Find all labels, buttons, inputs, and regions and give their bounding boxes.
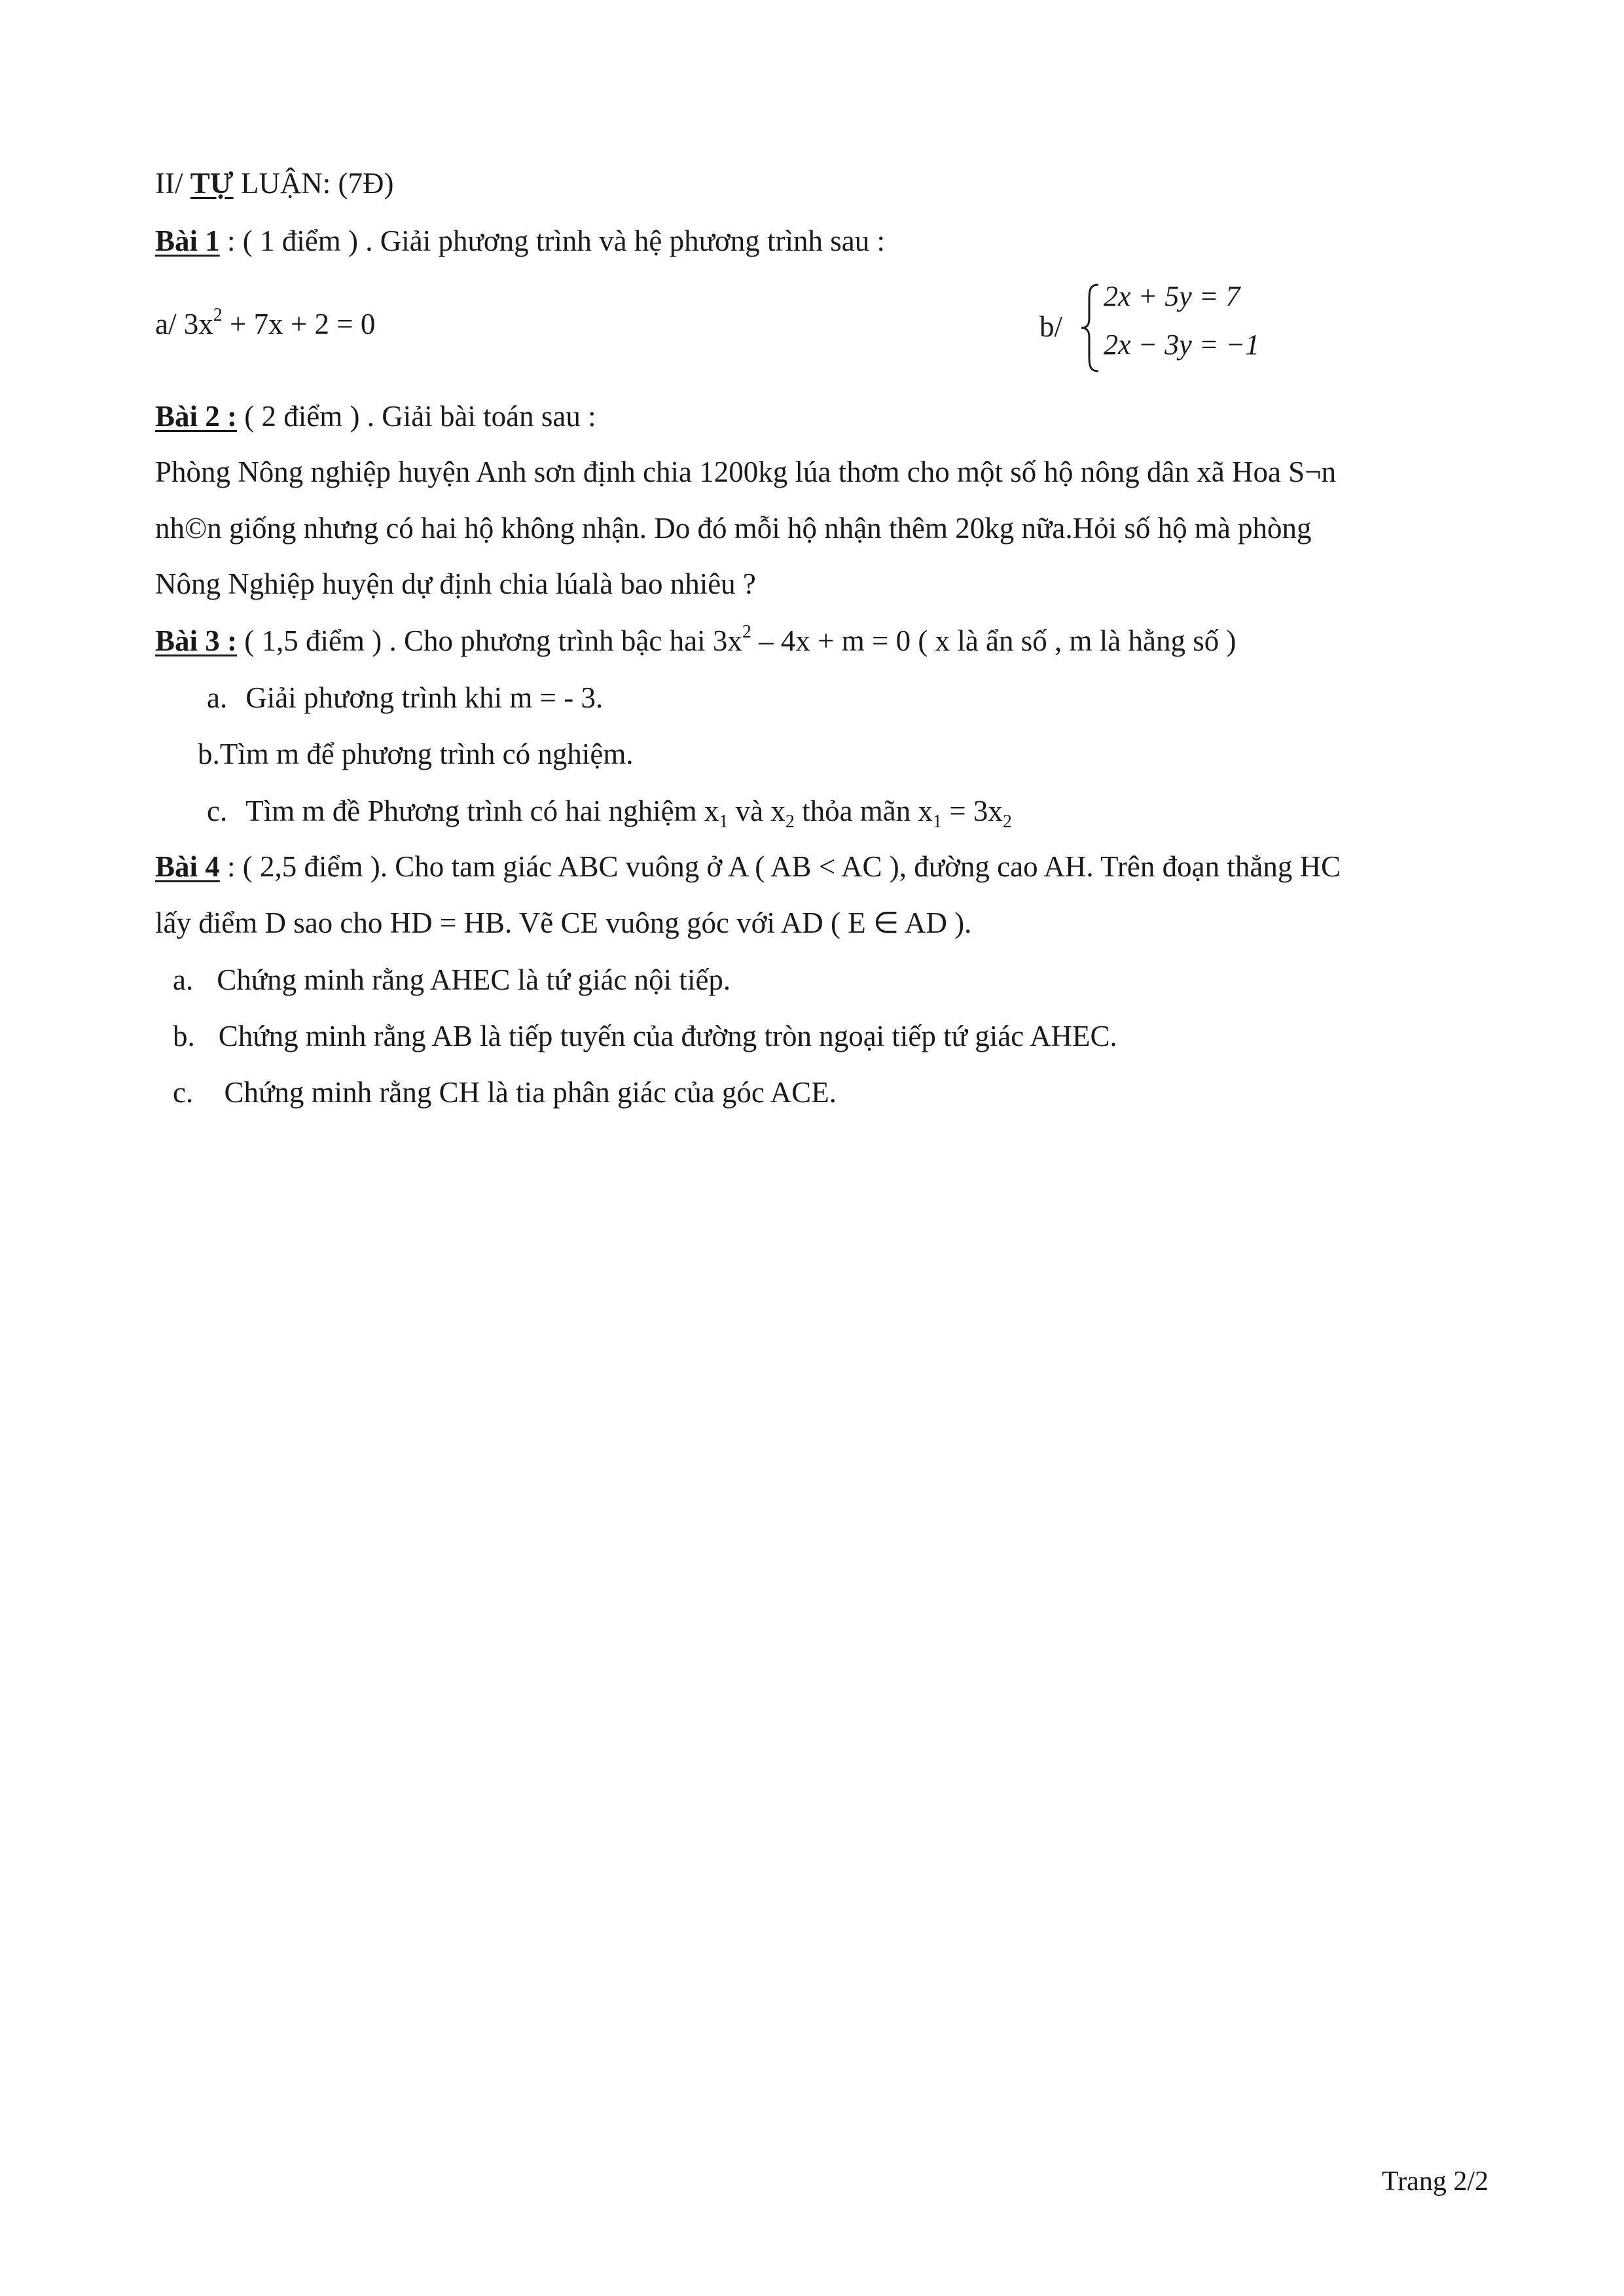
curly-brace-icon: [1079, 282, 1102, 374]
page-number: Trang 2/2: [1382, 2166, 1489, 2197]
bai4-a-marker: a.: [173, 963, 194, 996]
bai3-text-after: – 4x + m = 0 ( x là ẩn số , m là hằng số ): [751, 624, 1236, 657]
bai4-item-a: [173, 961, 731, 998]
bai3-c-text-3: thỏa mãn x: [794, 795, 933, 827]
bai2-paragraph-line-2: nh©n giống nhưng có hai hộ không nhận. Do đó mỗi hộ nhận thêm 20kg nữa.Hỏi số hộ mà phòng: [155, 512, 1312, 545]
bai3-c-sub-2: 2: [785, 812, 795, 832]
bai3-text-before: ( 1,5 điểm ) . Cho phương trình bậc hai 3x: [237, 624, 742, 657]
bai4-b-text: Chứng minh rằng AB là tiếp tuyến của đường tròn ngoại tiếp tứ giác AHEC.: [218, 1020, 1117, 1052]
bai4-c-text: Chứng minh rằng CH là tia phân giác của góc ACE.: [217, 1076, 837, 1109]
bai1-label: Bài 1: [155, 224, 220, 257]
bai3-c-sub-4: 2: [1002, 812, 1012, 832]
bai4-heading: [155, 848, 1341, 885]
section-title-rest: LUẬN: (7Đ): [233, 167, 394, 200]
section-title-underlined: TỰ: [190, 167, 234, 200]
bai4-b-marker: b.: [173, 1020, 195, 1052]
bai3-c-text-4: = 3x: [942, 795, 1003, 827]
bai1-b-equation-2: 2x − 3y = −1: [1104, 329, 1260, 361]
bai4-item-b: [173, 1018, 1117, 1054]
bai4-text: : ( 2,5 điểm ). Cho tam giác ABC vuông ở A ( AB < AC ), đường cao AH. Trên đoạn thẳng HC: [219, 850, 1341, 883]
bai1-text: : ( 1 điểm ) . Giải phương trình và hệ phương trình sau :: [219, 224, 885, 257]
bai3-exponent: 2: [742, 622, 751, 642]
bai1-a-prefix: a/ 3x: [155, 308, 213, 340]
bai4-label: Bài 4: [155, 850, 220, 883]
bai1-heading: [155, 223, 885, 259]
bai3-a-marker: a.: [207, 681, 228, 714]
bai3-item-a: [207, 679, 603, 716]
bai1-b-equation-1: 2x + 5y = 7: [1104, 280, 1240, 312]
bai4-line-2: lấy điểm D sao cho HD = HB. Vẽ CE vuông góc với AD ( E ∈ AD ).: [155, 906, 972, 939]
bai3-c-sub-3: 1: [933, 812, 943, 832]
bai1-a-exponent: 2: [213, 305, 223, 325]
bai2-label: Bài 2 :: [155, 400, 238, 433]
bai2-text: ( 2 điểm ) . Giải bài toán sau :: [237, 400, 596, 433]
bai2-heading: [155, 398, 596, 435]
bai3-heading: [155, 622, 1236, 664]
bai1-b-prefix: b/: [1039, 310, 1063, 343]
bai2-paragraph-line-1: Phòng Nông nghiệp huyện Anh sơn định chia 1200kg lúa thơm cho một số hộ nông dân xã Hoa S¬n: [155, 456, 1337, 488]
bai3-c-sub-1: 1: [719, 812, 729, 832]
bai3-c-marker: c.: [207, 795, 228, 827]
bai3-c-text-1: Tìm m đề Phương trình có hai nghiệm x: [245, 795, 719, 827]
section-title-prefix: II/: [155, 167, 190, 200]
bai3-label: Bài 3 :: [155, 624, 238, 657]
bai3-c-text-2: và x: [728, 795, 785, 827]
bai2-paragraph-line-3: Nông Nghiệp huyện dự định chia lúalà bao nhiêu ?: [155, 567, 756, 600]
bai4-item-c: [173, 1074, 837, 1111]
bai1-a-rest: + 7x + 2 = 0: [222, 308, 376, 340]
bai4-c-marker: c.: [173, 1076, 194, 1109]
bai3-item-b: b.Tìm m để phương trình có nghiệm.: [198, 738, 634, 770]
bai4-a-text: Chứng minh rằng AHEC là tứ giác nội tiếp.: [217, 963, 731, 996]
bai1-part-b-system: [1039, 278, 1380, 376]
section-title: [155, 165, 394, 202]
bai3-a-text: Giải phương trình khi m = - 3.: [245, 681, 604, 714]
bai3-item-c: [207, 793, 1012, 834]
bai1-part-a: [155, 306, 375, 347]
